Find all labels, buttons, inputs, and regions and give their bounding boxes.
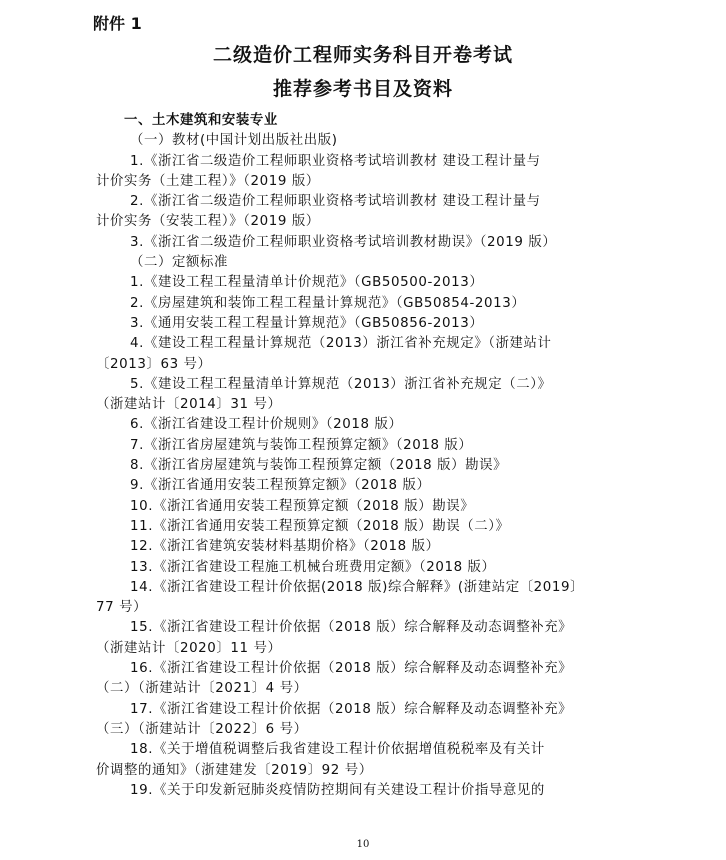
standard-item-16-continued: （二）（浙建站计〔2021〕4 号）: [96, 681, 308, 697]
standard-item-1: 1.《建设工程工程量清单计价规范》（GB50500-2013）: [130, 275, 484, 291]
standard-item-5: 5.《建设工程工程量清单计算规范（2013）浙江省补充规定（二）》: [130, 376, 552, 392]
standard-item-13: 13.《浙江省建设工程施工机械台班费用定额》（2018 版）: [130, 559, 496, 575]
textbook-item-2: 2.《浙江省二级造价工程师职业资格考试培训教材 建设工程计量与: [130, 194, 541, 210]
standard-item-10: 10.《浙江省通用安装工程预算定额（2018 版）勘误》: [130, 498, 475, 514]
standard-item-4: 4.《建设工程工程量计算规范（2013）浙江省补充规定》（浙建站计: [130, 336, 552, 352]
standard-item-14-continued: 77 号）: [96, 600, 148, 616]
standard-item-3: 3.《通用安装工程工程量计算规范》（GB50856-2013）: [130, 315, 484, 331]
textbook-item-1-continued: 计价实务（土建工程）》（2019 版）: [96, 173, 320, 189]
subsection-heading-textbooks: （一）教材(中国计划出版社出版): [130, 133, 338, 149]
annex-label: 附件 1: [93, 14, 142, 33]
standard-item-18: 18.《关于增值税调整后我省建设工程计价依据增值税税率及有关计: [130, 742, 545, 758]
section-heading: 一、土木建筑和安装专业: [124, 113, 278, 128]
standard-item-14: 14.《浙江省建设工程计价依据(2018 版)综合解释》(浙建站定〔2019〕: [130, 579, 585, 595]
document-title-line-1: 二级造价工程师实务科目开卷考试: [212, 44, 513, 66]
standard-item-6: 6.《浙江省建设工程计价规则》（2018 版）: [130, 417, 403, 433]
page-number: 10: [356, 839, 370, 850]
standard-item-15: 15.《浙江省建设工程计价依据（2018 版）综合解释及动态调整补充》: [130, 620, 573, 636]
standard-item-16: 16.《浙江省建设工程计价依据（2018 版）综合解释及动态调整补充》: [130, 661, 573, 677]
standard-item-5-continued: （浙建站计〔2014〕31 号）: [96, 397, 282, 413]
standard-item-9: 9.《浙江省通用安装工程预算定额》（2018 版）: [130, 478, 431, 494]
document-title-line-2: 推荐参考书目及资料: [272, 78, 453, 100]
standard-item-17-continued: （三）（浙建站计〔2022〕6 号）: [96, 721, 308, 737]
subsection-heading-standards: （二）定额标准: [130, 255, 228, 271]
document-body: [96, 111, 656, 801]
standard-item-12: 12.《浙江省建筑安装材料基期价格》（2018 版）: [130, 539, 440, 555]
standard-item-7: 7.《浙江省房屋建筑与装饰工程预算定额》（2018 版）: [130, 437, 473, 453]
standard-item-18-continued: 价调整的通知》（浙建建发〔2019〕92 号）: [96, 762, 373, 778]
standard-item-11: 11.《浙江省通用安装工程预算定额（2018 版）勘误（二）》: [130, 518, 510, 534]
standard-item-2: 2.《房屋建筑和装饰工程工程量计算规范》（GB50854-2013）: [130, 295, 526, 311]
standard-item-19: 19.《关于印发新冠肺炎疫情防控期间有关建设工程计价指导意见的: [130, 782, 545, 798]
textbook-item-3: 3.《浙江省二级造价工程师职业资格考试培训教材勘误》（2019 版）: [130, 234, 557, 250]
standard-item-17: 17.《浙江省建设工程计价依据（2018 版）综合解释及动态调整补充》: [130, 701, 573, 717]
standard-item-15-continued: （浙建站计〔2020〕11 号）: [96, 640, 282, 656]
textbook-item-1: 1.《浙江省二级造价工程师职业资格考试培训教材 建设工程计量与: [130, 153, 541, 169]
standard-item-4-continued: 〔2013〕63 号）: [96, 356, 212, 372]
standard-item-8: 8.《浙江省房屋建筑与装饰工程预算定额（2018 版）勘误》: [130, 458, 508, 474]
textbook-item-2-continued: 计价实务（安装工程）》（2019 版）: [96, 214, 320, 230]
